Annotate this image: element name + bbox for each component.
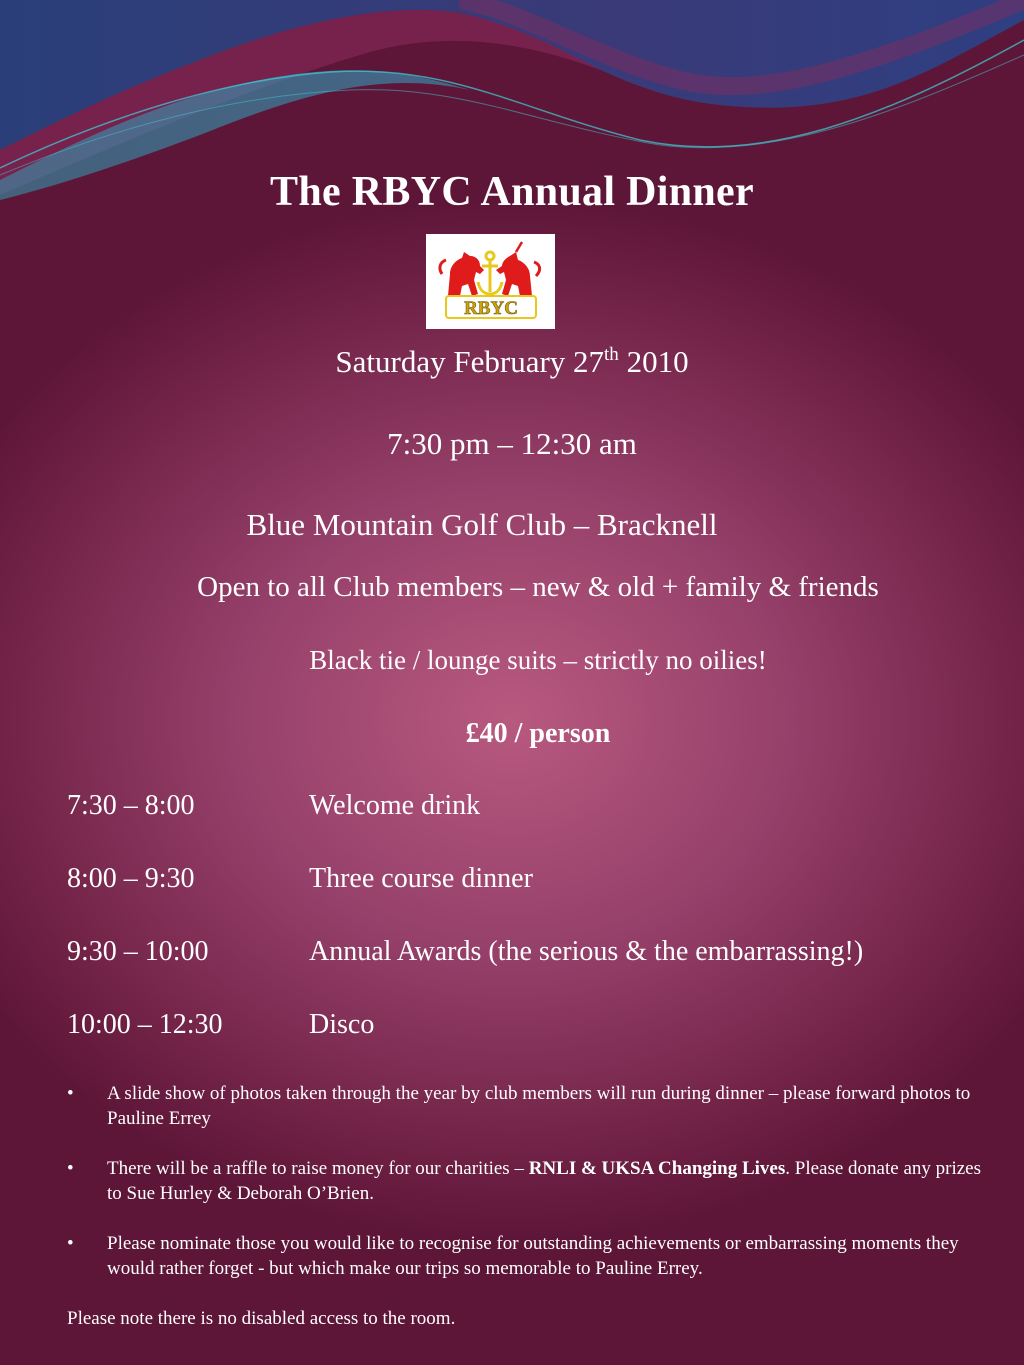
event-time: 7:30 pm – 12:30 am	[387, 426, 637, 461]
schedule-activity: Welcome drink	[309, 790, 481, 821]
event-venue: Blue Mountain Golf Club – Bracknell	[246, 507, 718, 542]
logo-text: RBYC	[464, 298, 518, 319]
schedule-time: 10:00 – 12:30	[67, 1009, 223, 1040]
bullet-icon: •	[67, 1233, 74, 1254]
ticket-price: £40 / person	[465, 718, 611, 749]
list-item-text: There will be a raffle to raise money for our charities – RNLI & UKSA Changing Lives. Please donate any prizes to Sue Hurley & Deborah O’Brien.	[107, 1158, 981, 1204]
list-item-text: A slide show of photos taken through the year by club members will run during dinner – please forward photos to Pauline Errey	[107, 1083, 971, 1129]
schedule-row	[67, 936, 1007, 976]
anchor-icon	[478, 252, 502, 294]
schedule-row	[67, 1009, 1007, 1049]
rbyc-logo	[426, 234, 555, 329]
schedule-activity: Three course dinner	[309, 863, 533, 894]
schedule-time: 9:30 – 10:00	[67, 936, 209, 967]
schedule-activity: Annual Awards (the serious & the embarrassing!)	[309, 936, 864, 967]
page-title: The RBYC Annual Dinner	[270, 169, 754, 215]
dress-code: Black tie / lounge suits – strictly no oilies!	[309, 645, 767, 675]
lion-icon	[448, 252, 484, 296]
event-audience: Open to all Club members – new & old + family & friends	[197, 571, 879, 603]
schedule-row	[67, 790, 1007, 830]
bullet-icon: •	[67, 1083, 74, 1104]
schedule-row	[67, 863, 1007, 903]
schedule-time: 8:00 – 9:30	[67, 863, 195, 894]
list-item	[67, 1081, 997, 1131]
schedule-time: 7:30 – 8:00	[67, 790, 195, 821]
event-date: Saturday February 27th 2010	[335, 344, 689, 379]
list-item	[67, 1231, 997, 1281]
bullet-icon: •	[67, 1158, 74, 1179]
notes-list	[67, 1081, 997, 1306]
accessibility-note: Please note there is no disabled access to the room.	[67, 1308, 456, 1329]
charity-names: RNLI & UKSA Changing Lives	[528, 1158, 786, 1179]
list-item-text: Please nominate those you would like to recognise for outstanding achievements or embarrassing moments they would rather forget - but which make our trips so memorable to Pauline Errey.	[107, 1233, 959, 1279]
unicorn-icon	[496, 252, 532, 296]
schedule-activity: Disco	[309, 1009, 375, 1040]
list-item	[67, 1156, 997, 1206]
